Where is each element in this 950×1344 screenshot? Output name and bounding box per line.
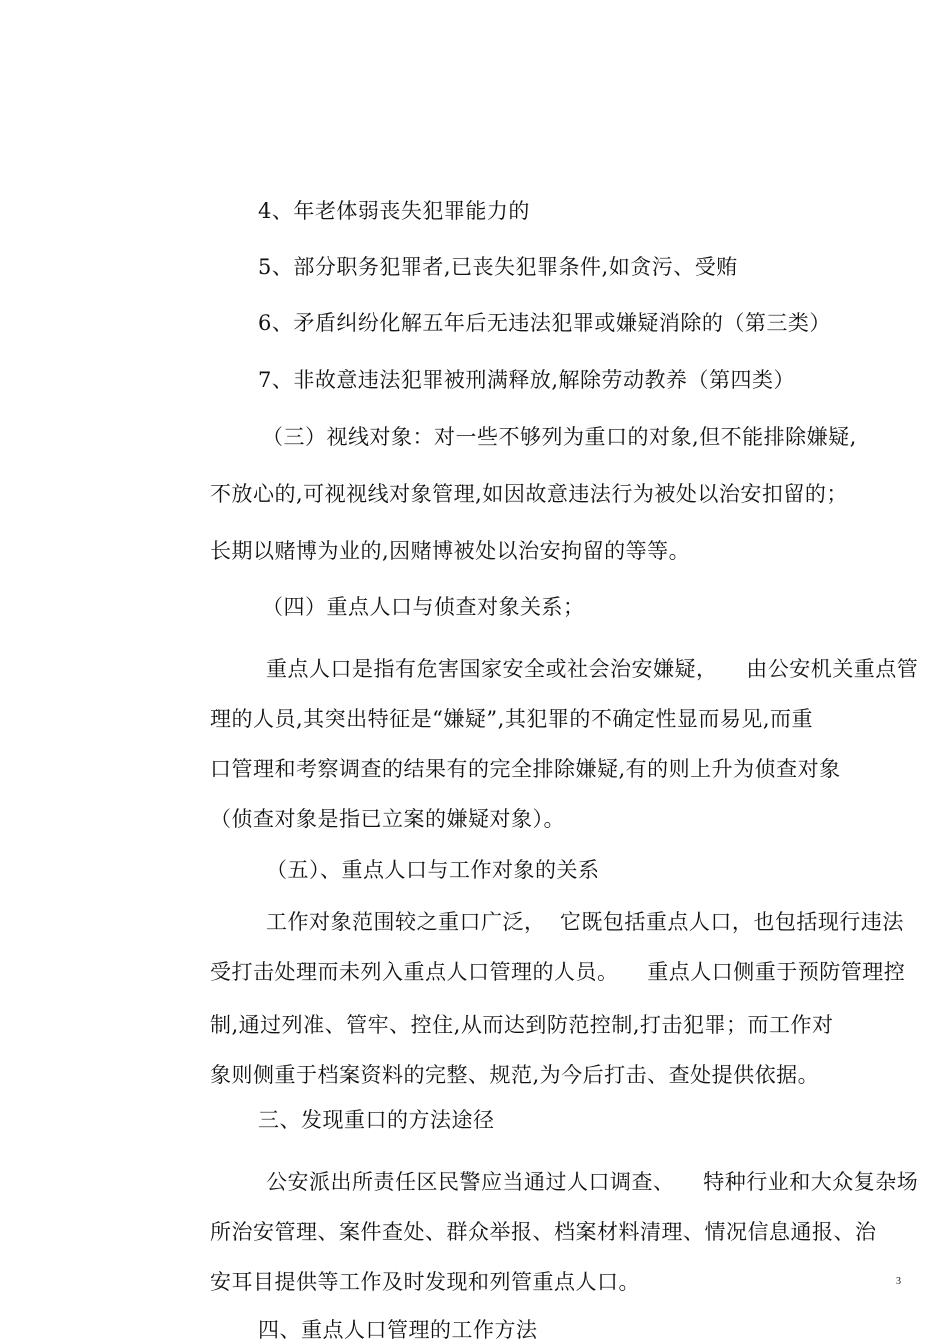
paragraph-line: 安耳目提供等工作及时发现和列管重点人口。 — [210, 1270, 640, 1294]
paragraph-line: 工作对象范围较之重口广泛， 它既包括重点人口，也包括现行违法 — [266, 910, 904, 934]
page-number: 3 — [896, 1276, 901, 1287]
section-heading-4: （四）重点人口与侦查对象关系； — [262, 595, 585, 619]
section-heading-3: （三）视线对象：对一些不够列为重口的对象,但不能排除嫌疑, — [262, 425, 857, 449]
section-heading-5: （五）、重点人口与工作对象的关系 — [266, 858, 600, 882]
paragraph-line: （侦查对象是指已立案的嫌疑对象）。 — [210, 807, 565, 831]
paragraph-line: 理的人员,其突出特征是“嫌疑”,其犯罪的不确定性显而易见,而重 — [210, 707, 813, 731]
paragraph-line: 重点人口是指有危害国家安全或社会治安嫌疑， 由公安机关重点管 — [266, 657, 919, 681]
list-item-5: 5、部分职务犯罪者,已丧失犯罪条件,如贪污、受贿 — [258, 255, 738, 279]
list-item-7: 7、非故意违法犯罪被刑满释放,解除劳动教养（第四类） — [258, 368, 796, 392]
paragraph-line: 公安派出所责任区民警应当通过人口调查、 特种行业和大众复杂场 — [266, 1170, 919, 1194]
chapter-heading-4: 四、重点人口管理的工作方法 — [258, 1318, 538, 1342]
list-item-4: 4、年老体弱丧失犯罪能力的 — [258, 199, 530, 223]
paragraph-line: 长期以赌博为业的,因赌博被处以治安拘留的等等。 — [210, 539, 691, 563]
paragraph-line: 所治安管理、案件查处、群众举报、档案材料清理、情况信息通报、治 — [210, 1220, 877, 1244]
paragraph-line: 受打击处理而未列入重点人口管理的人员。 重点人口侧重于预防管理控 — [210, 960, 906, 984]
paragraph-line: 口管理和考察调查的结果有的完全排除嫌疑,有的则上升为侦查对象 — [210, 757, 841, 781]
paragraph-line: 制,通过列准、管牢、控住,从而达到防范控制,打击犯罪；而工作对 — [210, 1013, 834, 1037]
chapter-heading-3: 三、发现重口的方法途径 — [258, 1108, 495, 1132]
list-item-6: 6、矛盾纠纷化解五年后无违法犯罪或嫌疑消除的（第三类） — [258, 311, 831, 335]
paragraph-line: 不放心的,可视视线对象管理,如因故意违法行为被处以治安扣留的； — [210, 482, 848, 506]
paragraph-line: 象则侧重于档案资料的完整、规范,为今后打击、查处提供依据。 — [210, 1063, 820, 1087]
